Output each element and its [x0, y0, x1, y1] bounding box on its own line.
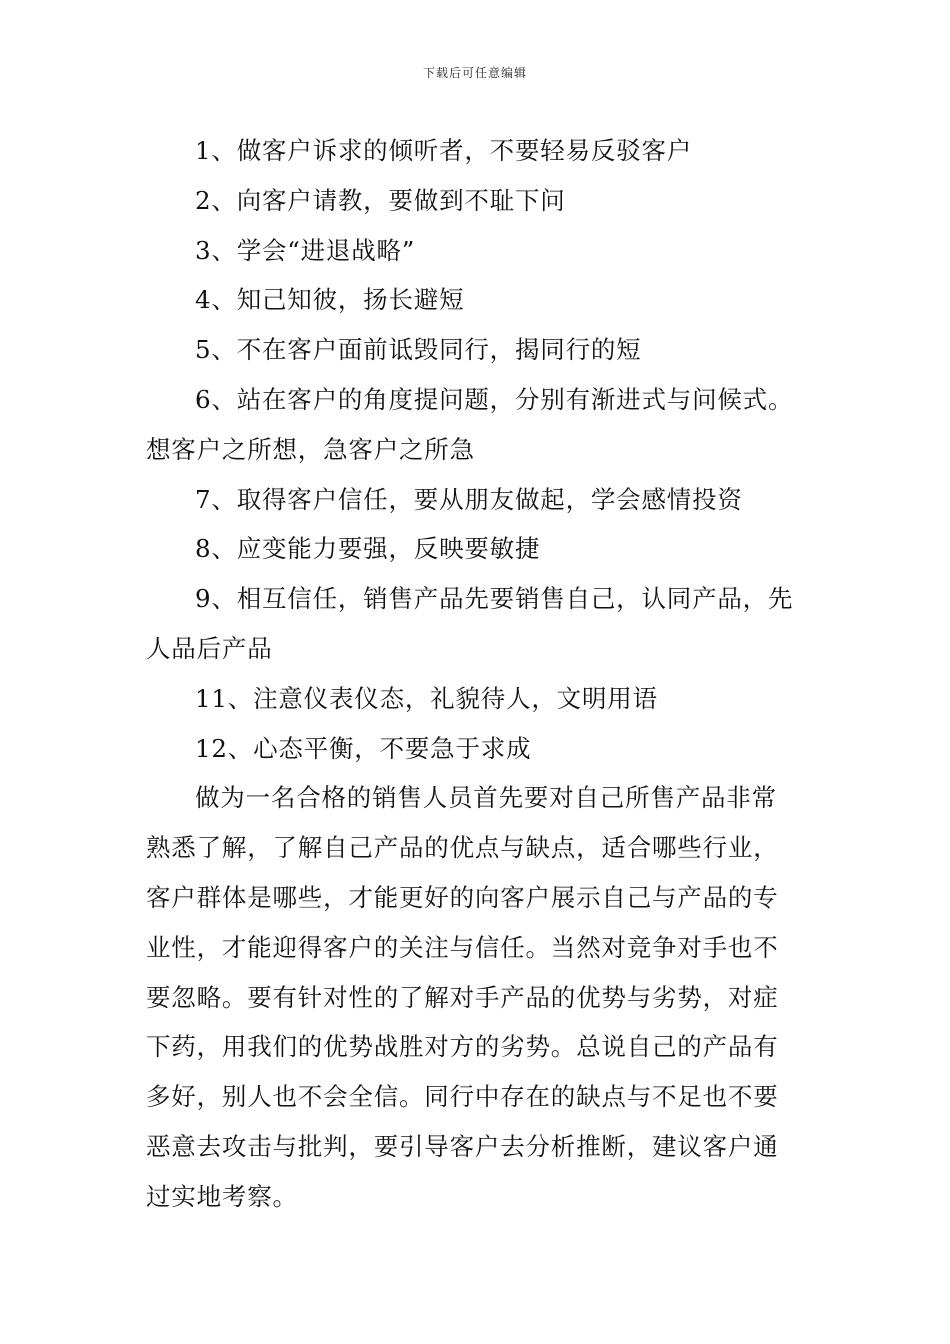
paragraph-line: 过实地考察。	[146, 1181, 298, 1211]
list-item-1: 1、做客户诉求的倾听者，不要轻易反驳客户	[195, 136, 693, 165]
list-item-7: 7、取得客户信任，要从朋友做起，学会感情投资	[195, 484, 743, 514]
list-item-6: 6、站在客户的角度提问题，分别有渐进式与问候式。	[195, 384, 794, 414]
paragraph-line: 客户群体是哪些，才能更好的向客户展示自己与产品的专	[146, 882, 779, 912]
list-item-2: 2、向客户请教，要做到不耻下问	[195, 185, 566, 215]
list-item-9: 9、相互信任，销售产品先要销售自己，认同产品，先	[195, 584, 794, 614]
list-item-5: 5、不在客户面前诋毁同行，揭同行的短	[195, 335, 642, 365]
paragraph-line: 熟悉了解，了解自己产品的优点与缺点，适合哪些行业，	[146, 833, 779, 863]
paragraph-line: 恶意去攻击与批判，要引导客户去分析推断，建议客户通	[146, 1131, 779, 1161]
list-item-11: 11、注意仪表仪态，礼貌待人，文明用语	[195, 683, 658, 713]
paragraph-line: 要忽略。要有针对性的了解对手产品的优势与劣势，对症	[146, 982, 779, 1012]
paragraph-line: 多好，别人也不会全信。同行中存在的缺点与不足也不要	[146, 1082, 779, 1112]
list-item-3: 3、学会“进退战略”	[195, 235, 416, 265]
list-item-4: 4、知己知彼，扬长避短	[195, 285, 465, 315]
paragraph-line: 下药，用我们的优势战胜对方的劣势。总说自己的产品有	[146, 1032, 779, 1062]
list-item-9-continued: 人品后产品	[146, 633, 273, 663]
document-body	[146, 126, 808, 1222]
list-item-8: 8、应变能力要强，反映要敏捷	[195, 534, 541, 564]
list-item-12: 12、心态平衡，不要急于求成	[195, 733, 532, 763]
list-item-6-continued: 想客户之所想，急客户之所急	[146, 434, 475, 464]
paragraph-line: 做为一名合格的销售人员首先要对自己所售产品非常	[195, 783, 777, 813]
paragraph-line: 业性，才能迎得客户的关注与信任。当然对竞争对手也不	[146, 932, 779, 962]
page-header: 下载后可任意编辑	[422, 66, 527, 80]
